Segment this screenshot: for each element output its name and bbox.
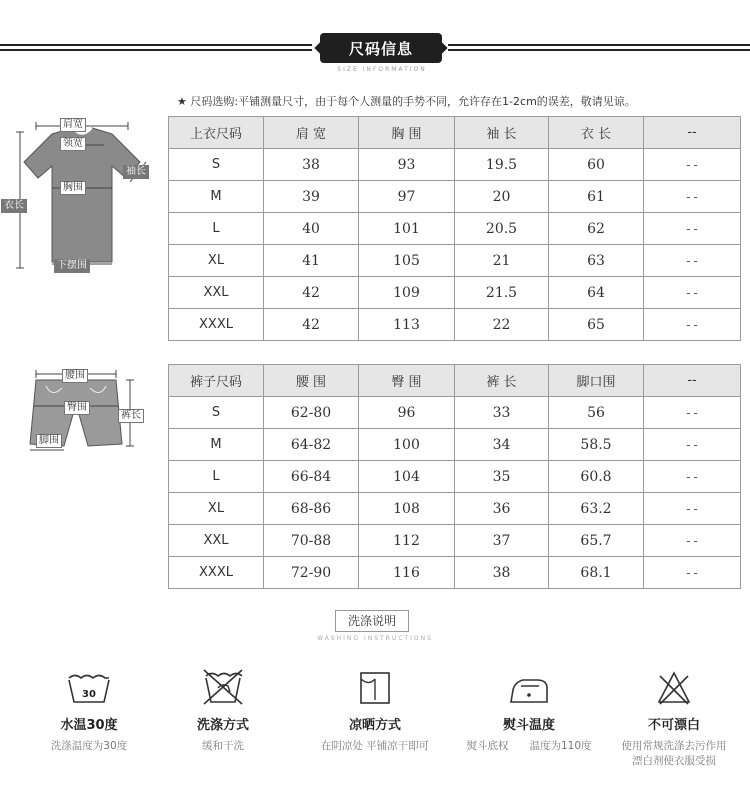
value-cell: 33 [455,397,549,429]
value-cell: 20 [455,181,549,213]
care-title: 洗涤方式 [196,718,249,733]
value-cell: 64 [549,277,644,309]
value-cell: -- [644,461,741,493]
value-cell: -- [644,277,741,309]
value-cell: 21 [455,245,549,277]
label-chest: 胸围 [60,181,86,195]
care-desc: 熨斗底权 温度为110度 [466,740,592,752]
value-cell: 105 [359,245,455,277]
table-row [169,213,741,245]
header-rule-left [0,44,312,51]
value-cell: 61 [549,181,644,213]
label-length: 衣长 [1,199,27,213]
table-row [169,429,741,461]
size-cell: XXL [169,277,264,309]
care-desc: 使用常规洗涤去污作用 漂白剂使衣服受损 [621,740,727,767]
value-cell: 65 [549,309,644,341]
line-dry-icon [300,664,450,706]
label-shoulder: 肩宽 [60,118,86,132]
value-cell: 113 [359,309,455,341]
size-cell: M [169,181,264,213]
care-title: 凉晒方式 [348,718,401,733]
label-collar: 领宽 [60,137,86,151]
value-cell: 108 [359,493,455,525]
header-cell: 裤 长 [455,365,549,397]
value-cell: 112 [359,525,455,557]
header-cell: 肩 宽 [264,117,359,149]
header-cell: -- [644,117,741,149]
value-cell: 116 [359,557,455,589]
value-cell: 36 [455,493,549,525]
value-cell: 42 [264,309,359,341]
table-header-row [169,117,741,149]
value-cell: -- [644,493,741,525]
no-handwash-icon [148,664,298,706]
value-cell: 37 [455,525,549,557]
care-item [300,664,450,753]
value-cell: 68.1 [549,557,644,589]
table-row [169,397,741,429]
value-cell: -- [644,213,741,245]
value-cell: 64-82 [264,429,359,461]
table-row [169,461,741,493]
care-title: 熨斗温度 [502,718,555,733]
care-title: 水温30度 [60,718,118,733]
care-desc: 在阴凉处 平铺凉干即可 [320,740,430,752]
value-cell: 38 [455,557,549,589]
care-item [14,664,164,753]
value-cell: 63 [549,245,644,277]
wash-subtitle: WASHING INSTRUCTIONS [317,635,433,642]
label-hip: 臀围 [64,401,90,415]
care-desc: 洗涤温度为30度 [50,740,128,752]
table-row [169,557,741,589]
value-cell: 34 [455,429,549,461]
care-item [148,664,298,753]
value-cell: 68-86 [264,493,359,525]
care-title: 不可漂白 [647,718,700,733]
value-cell: 58.5 [549,429,644,461]
care-desc: 缓和干洗 [202,740,244,752]
header-cell: 上衣尺码 [169,117,264,149]
size-cell: M [169,429,264,461]
value-cell: 21.5 [455,277,549,309]
value-cell: 70-88 [264,525,359,557]
label-waist: 腰围 [62,369,88,383]
value-cell: 60.8 [549,461,644,493]
value-cell: 38 [264,149,359,181]
value-cell: 72-90 [264,557,359,589]
header-cell: 臀 围 [359,365,455,397]
value-cell: 40 [264,213,359,245]
header-rule-right [448,44,750,51]
size-note: ★ 尺码选购:平铺测量尺寸，由于每个人测量的手势不同，允许存在1-2cm的误差，敬请见谅。 [177,95,636,108]
value-cell: 41 [264,245,359,277]
value-cell: -- [644,149,741,181]
value-cell: 101 [359,213,455,245]
table-row [169,309,741,341]
pants-size-table [168,364,741,589]
header-cell: 胸 围 [359,117,455,149]
value-cell: 97 [359,181,455,213]
care-item [454,664,604,753]
size-cell: XXXL [169,309,264,341]
value-cell: 60 [549,149,644,181]
shirt-diagram [0,112,160,282]
value-cell: 39 [264,181,359,213]
table-row [169,277,741,309]
header-cell: 腰 围 [264,365,359,397]
header-cell: 袖 长 [455,117,549,149]
value-cell: 19.5 [455,149,549,181]
label-sleeve: 袖长 [123,165,149,179]
value-cell: 20.5 [455,213,549,245]
size-cell: S [169,149,264,181]
value-cell: 93 [359,149,455,181]
wash-title: 洗涤说明 [335,610,409,632]
value-cell: -- [644,309,741,341]
table-header-row [169,365,741,397]
value-cell: -- [644,397,741,429]
value-cell: 35 [455,461,549,493]
value-cell: 56 [549,397,644,429]
table-row [169,493,741,525]
value-cell: -- [644,429,741,461]
value-cell: 22 [455,309,549,341]
value-cell: 104 [359,461,455,493]
wash-30-icon [14,664,164,706]
table-row [169,525,741,557]
size-cell: XXL [169,525,264,557]
section-title: 尺码信息 [320,33,442,63]
size-cell: L [169,461,264,493]
size-cell: L [169,213,264,245]
size-cell: XL [169,493,264,525]
pants-diagram [18,366,148,461]
size-cell: S [169,397,264,429]
shirt-size-table [168,116,741,341]
no-bleach-icon [604,664,744,706]
value-cell: 62-80 [264,397,359,429]
header-cell: -- [644,365,741,397]
iron-icon [454,664,604,706]
value-cell: 62 [549,213,644,245]
header-cell: 衣 长 [549,117,644,149]
value-cell: -- [644,245,741,277]
header-cell: 脚口围 [549,365,644,397]
header-cell: 裤子尺码 [169,365,264,397]
label-hem: 下摆围 [54,259,90,273]
size-cell: XXXL [169,557,264,589]
value-cell: -- [644,557,741,589]
value-cell: 96 [359,397,455,429]
label-leg-opening: 脚围 [36,434,62,448]
value-cell: 42 [264,277,359,309]
care-item [604,664,744,769]
value-cell: 63.2 [549,493,644,525]
value-cell: -- [644,181,741,213]
value-cell: -- [644,525,741,557]
table-row [169,181,741,213]
table-row [169,149,741,181]
value-cell: 66-84 [264,461,359,493]
size-cell: XL [169,245,264,277]
value-cell: 65.7 [549,525,644,557]
label-pants-length: 裤长 [118,409,144,423]
value-cell: 109 [359,277,455,309]
section-subtitle: SIZE INFORMATION [337,66,427,73]
wash-temp-text: 30 [82,689,96,700]
table-row [169,245,741,277]
value-cell: 100 [359,429,455,461]
